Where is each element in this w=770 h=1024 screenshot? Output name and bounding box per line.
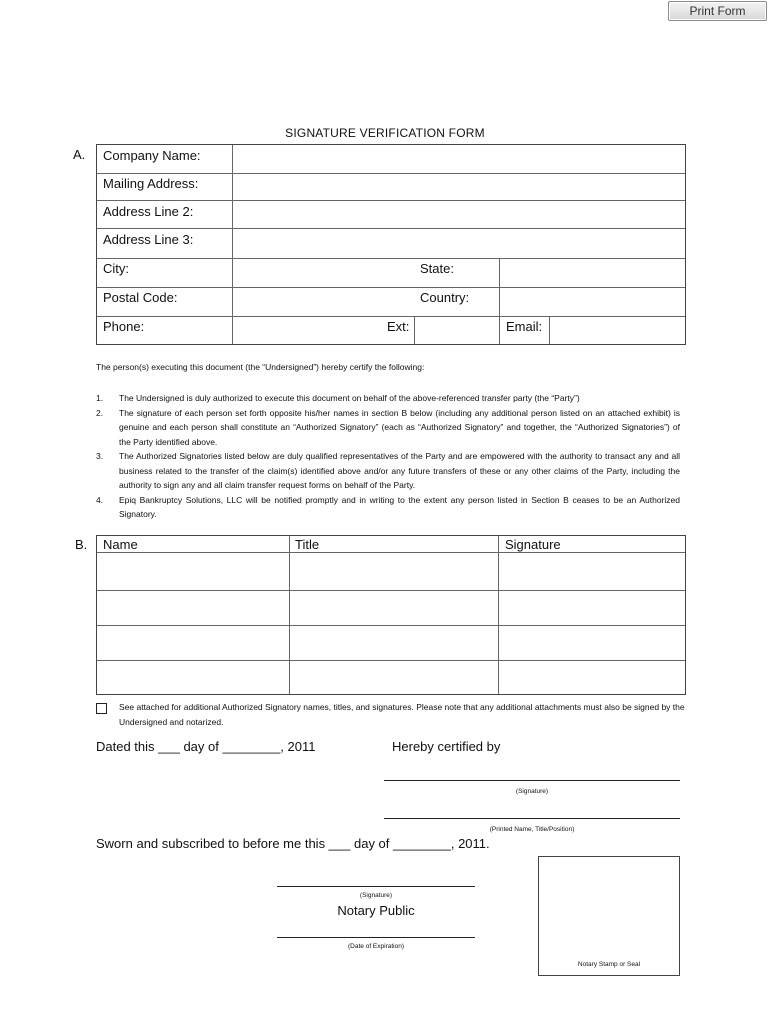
signatory-table bbox=[96, 535, 686, 695]
grid-divider bbox=[499, 258, 500, 316]
grid-divider bbox=[414, 316, 415, 344]
mailing-address-label: Mailing Address: bbox=[103, 176, 199, 191]
list-item bbox=[96, 406, 680, 450]
certification-list bbox=[96, 391, 680, 522]
list-item bbox=[96, 391, 680, 406]
table-divider bbox=[97, 590, 685, 591]
list-number: 1. bbox=[96, 393, 104, 403]
attachment-note: See attached for additional Authorized Signatory names, titles, and signatures. Please note that any additional attachments must also be signed by the Undersigned and notarized. bbox=[119, 702, 685, 727]
expiration-line bbox=[277, 937, 475, 938]
notary-stamp-box bbox=[538, 856, 680, 976]
postal-code-label: Postal Code: bbox=[103, 290, 178, 305]
printed-name-line bbox=[384, 818, 680, 819]
additional-signatories-checkbox[interactable] bbox=[96, 703, 107, 714]
grid-divider bbox=[549, 316, 550, 344]
signature-line bbox=[384, 780, 680, 781]
stamp-caption: Notary Stamp or Seal bbox=[577, 961, 641, 968]
table-divider bbox=[289, 536, 290, 694]
list-text: Epiq Bankruptcy Solutions, LLC will be notified promptly and in writing to the extent any person listed in Section B ceases to be an Authorized Signatory. bbox=[119, 494, 680, 519]
list-text: The Undersigned is duly authorized to execute this document on behalf of the above-referenced transfer party (the “Party”) bbox=[119, 393, 580, 403]
list-text: The signature of each person set forth opposite his/her names in section B below (including any additional person listed on an attached exhibit) is genuine and each person shall constitute an “Authorized Signatory” (each as “Authorized Signatory” and together, the “Authorized Signatories”) of the Party identified above. bbox=[119, 407, 680, 447]
grid-divider bbox=[97, 287, 685, 288]
expiration-caption: (Date of Expiration) bbox=[348, 943, 404, 950]
print-form-button[interactable]: Print Form bbox=[668, 1, 767, 21]
certification-intro: The person(s) executing this document (the “Undersigned”) hereby certify the following: bbox=[96, 362, 425, 372]
grid-divider bbox=[97, 200, 685, 201]
list-item bbox=[96, 493, 680, 522]
company-name-label: Company Name: bbox=[103, 148, 201, 163]
address-line-2-label: Address Line 2: bbox=[103, 204, 194, 219]
phone-label: Phone: bbox=[103, 319, 145, 334]
ext-label: Ext: bbox=[387, 319, 410, 334]
table-divider bbox=[97, 660, 685, 661]
list-number: 4. bbox=[96, 494, 104, 505]
list-item bbox=[96, 449, 680, 493]
notary-signature-line bbox=[277, 886, 475, 887]
grid-divider bbox=[97, 228, 685, 229]
section-b-label: B. bbox=[75, 537, 88, 552]
table-divider bbox=[97, 625, 685, 626]
section-a-label: A. bbox=[73, 147, 86, 162]
table-divider bbox=[97, 552, 685, 553]
city-label: City: bbox=[103, 261, 129, 276]
hereby-certified-label: Hereby certified by bbox=[392, 739, 501, 754]
grid-divider bbox=[232, 145, 233, 344]
list-number: 3. bbox=[96, 451, 104, 461]
address-line-3-label: Address Line 3: bbox=[103, 232, 194, 247]
printed-name-caption: (Printed Name, Title/Position) bbox=[489, 826, 575, 833]
list-text: The Authorized Signatories listed below are duly qualified representatives of the Party and are empowered with the authority to transact any and all business related to the transfer of the claim(s) identified above and/or any future transfers of these or any other claims of the Party, including the authority to sign any and all claim transfer request forms on behalf of the Party. bbox=[119, 451, 680, 490]
email-label: Email: bbox=[506, 319, 543, 334]
company-info-grid bbox=[96, 144, 686, 345]
notary-signature-caption: (Signature) bbox=[359, 892, 393, 899]
column-header-name: Name bbox=[103, 537, 138, 552]
sworn-statement: Sworn and subscribed to before me this ___ day of ________, 2011. bbox=[96, 836, 490, 851]
form-title: SIGNATURE VERIFICATION FORM bbox=[285, 126, 485, 140]
country-label: Country: bbox=[420, 290, 470, 305]
column-header-title: Title bbox=[295, 537, 320, 552]
notary-public-label: Notary Public bbox=[337, 903, 415, 918]
grid-divider bbox=[97, 258, 685, 259]
signature-caption: (Signature) bbox=[515, 788, 549, 795]
grid-divider bbox=[97, 173, 685, 174]
table-divider bbox=[498, 536, 499, 694]
column-header-signature: Signature bbox=[505, 537, 561, 552]
state-label: State: bbox=[420, 261, 454, 276]
list-number: 2. bbox=[96, 407, 104, 418]
grid-divider bbox=[97, 316, 685, 317]
dated-line: Dated this ___ day of ________, 2011 bbox=[96, 739, 316, 754]
